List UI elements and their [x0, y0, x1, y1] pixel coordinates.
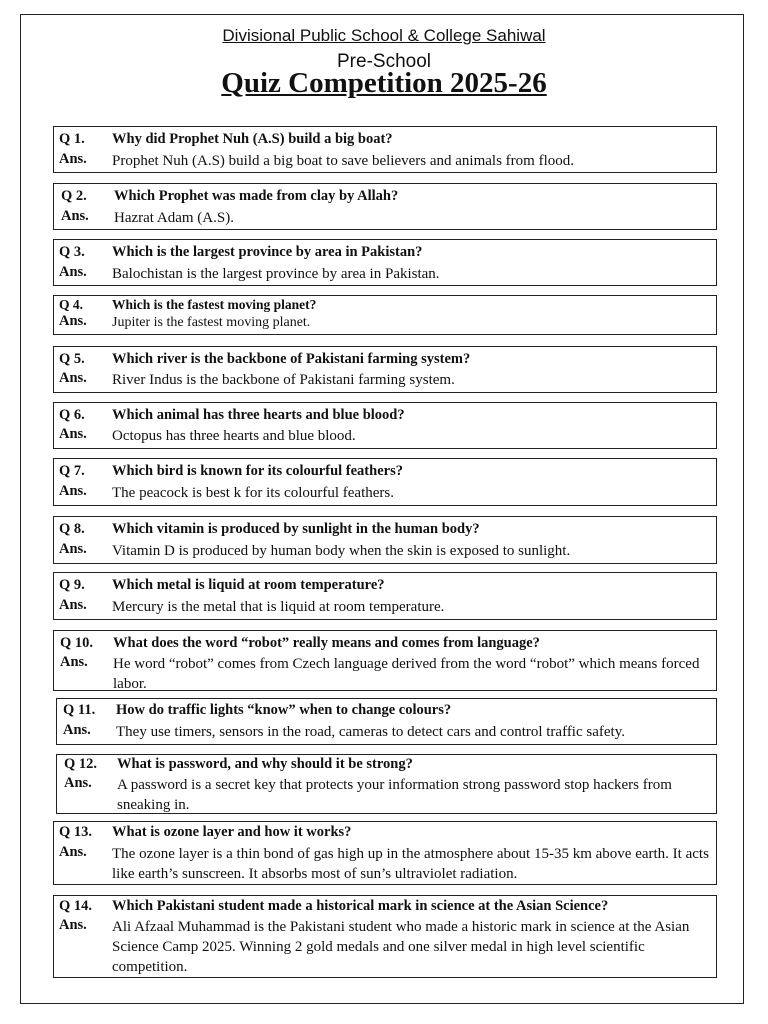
answer-text: Vitamin D is produced by human body when the skin is exposed to sunlight.	[112, 543, 571, 559]
answer-text: Hazrat Adam (A.S).	[114, 210, 234, 226]
answer-label: Ans.	[59, 597, 87, 613]
school-name: Divisional Public School & College Sahiwal	[222, 26, 546, 45]
answer-text: Ali Afzaal Muhammad is the Pakistani student who made a historic mark in science at the Asian Science Camp 2025. Winning 2 gold medals and one silver medal in high level scientific competition.	[112, 919, 690, 975]
question-text: Which is the largest province by area in Pakistan?	[112, 244, 423, 260]
answer-label: Ans.	[60, 654, 88, 670]
answer-text: Balochistan is the largest province by area in Pakistan.	[112, 266, 440, 282]
question-text: Which bird is known for its colourful feathers?	[112, 463, 403, 479]
question-text: Which river is the backbone of Pakistani farming system?	[112, 351, 471, 367]
question-card-13	[53, 821, 717, 885]
answer-label: Ans.	[59, 917, 87, 933]
question-number: Q 7.	[59, 463, 85, 479]
answer-text: He word “robot” comes from Czech language derived from the word “robot” which means forced labor.	[113, 656, 700, 692]
question-number: Q 13.	[59, 824, 93, 840]
question-card-4	[53, 295, 717, 335]
answer-label: Ans.	[61, 208, 89, 224]
section-name: Pre-School	[337, 51, 431, 72]
answer-text: Octopus has three hearts and blue blood.	[112, 428, 356, 444]
answer-text: The ozone layer is a thin bond of gas high up in the atmosphere about 15-35 km above earth. It acts like earth’s sunscreen. It absorbs most of sun’s ultraviolet radiation.	[112, 846, 709, 882]
question-number: Q 1.	[59, 131, 85, 147]
question-number: Q 9.	[59, 577, 85, 593]
answer-label: Ans.	[59, 151, 87, 167]
question-text: What is password, and why should it be strong?	[117, 756, 413, 772]
question-text: Which Pakistani student made a historical mark in science at the Asian Science?	[112, 898, 609, 914]
answer-label: Ans.	[64, 775, 92, 791]
answer-text: Prophet Nuh (A.S) build a big boat to save believers and animals from flood.	[112, 153, 574, 169]
question-card-3	[53, 239, 717, 286]
answer-label: Ans.	[59, 370, 87, 386]
answer-label: Ans.	[59, 264, 87, 280]
question-number: Q 11.	[63, 702, 96, 718]
answer-label: Ans.	[63, 722, 91, 738]
question-card-11	[56, 698, 717, 745]
answer-text: A password is a secret key that protects your information strong password stop hackers from sneaking in.	[117, 777, 672, 813]
answer-label: Ans.	[59, 483, 87, 499]
question-text: What does the word “robot” really means and comes from language?	[113, 635, 540, 651]
question-text: Which is the fastest moving planet?	[112, 297, 317, 312]
question-card-1	[53, 126, 717, 173]
answer-label: Ans.	[59, 541, 87, 557]
question-number: Q 4.	[59, 297, 84, 312]
question-number: Q 12.	[64, 756, 98, 772]
page-title: Quiz Competition 2025-26	[221, 67, 547, 99]
question-text: Which animal has three hearts and blue blood?	[112, 407, 405, 423]
answer-text: Jupiter is the fastest moving planet.	[112, 315, 311, 330]
question-number: Q 14.	[59, 898, 93, 914]
question-text: Why did Prophet Nuh (A.S) build a big boat?	[112, 131, 393, 147]
question-card-10	[53, 630, 717, 691]
question-card-8	[53, 516, 717, 564]
answer-text: Mercury is the metal that is liquid at room temperature.	[112, 599, 445, 615]
question-text: Which Prophet was made from clay by Allah?	[114, 188, 399, 204]
answer-text: The peacock is best k for its colourful feathers.	[112, 485, 394, 501]
question-number: Q 6.	[59, 407, 85, 423]
question-card-6	[53, 402, 717, 449]
answer-label: Ans.	[59, 313, 87, 329]
question-card-2	[53, 183, 717, 230]
question-text: Which vitamin is produced by sunlight in the human body?	[112, 521, 480, 537]
question-text: How do traffic lights “know” when to change colours?	[116, 702, 452, 718]
answer-text: River Indus is the backbone of Pakistani farming system.	[112, 372, 455, 388]
answer-label: Ans.	[59, 426, 87, 442]
question-card-14	[53, 895, 717, 978]
question-number: Q 2.	[61, 188, 87, 204]
question-text: What is ozone layer and how it works?	[112, 824, 352, 840]
question-number: Q 3.	[59, 244, 85, 260]
question-card-12	[56, 754, 717, 814]
answer-text: They use timers, sensors in the road, cameras to detect cars and control traffic safety.	[116, 724, 625, 740]
question-card-5	[53, 346, 717, 393]
question-number: Q 5.	[59, 351, 85, 367]
question-number: Q 8.	[59, 521, 85, 537]
question-card-7	[53, 458, 717, 506]
question-card-9	[53, 572, 717, 620]
question-number: Q 10.	[60, 635, 94, 651]
answer-label: Ans.	[59, 844, 87, 860]
question-text: Which metal is liquid at room temperature?	[112, 577, 385, 593]
